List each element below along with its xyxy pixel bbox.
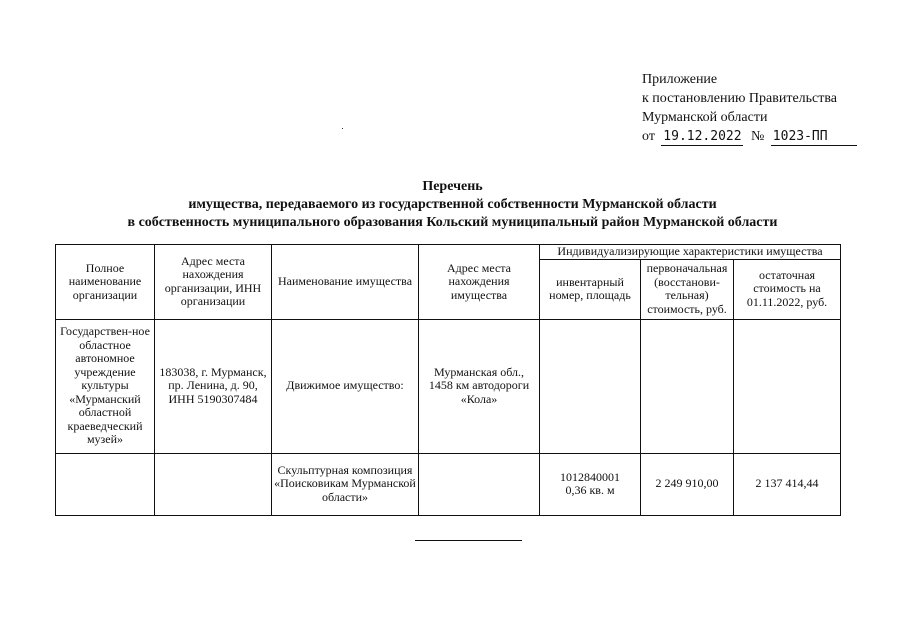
header-org-name: Полное наименование организации [56, 245, 155, 320]
cell-initial-cost: 2 249 910,00 [641, 453, 734, 515]
appendix-region: Мурманской области [642, 110, 768, 125]
cell-residual-cost [734, 319, 841, 453]
closing-rule [415, 540, 522, 541]
header-inventory: инвентарный номер, площадь [540, 259, 641, 319]
header-residual-cost: остаточная стоимость на 01.11.2022, руб. [734, 259, 841, 319]
title-line-3: в собственность муниципального образования Кольский муниципальный район Мурманской области [127, 215, 778, 230]
title-line-2: имущества, передаваемого из государственной собственности Мурманской области [188, 197, 717, 212]
cell-property-name: Скульптурная композиция «Поисковикам Мурманской области» [272, 453, 419, 515]
cell-initial-cost [641, 319, 734, 453]
title-line-1: Перечень [422, 179, 483, 194]
document-title [0, 178, 905, 232]
inventory-area: 0,36 кв. м [565, 483, 615, 497]
table-row [56, 453, 841, 515]
header-property-name: Наименование имущества [272, 245, 419, 320]
cell-inventory [540, 453, 641, 515]
property-table [55, 244, 841, 516]
resolution-date: 19.12.2022 [663, 129, 742, 144]
header-characteristics: Индивидуализирующие характеристики имущества [540, 245, 841, 260]
cell-org-address [155, 453, 272, 515]
cell-org-address: 183038, г. Мурманск, пр. Ленина, д. 90, ИНН 5190307484 [155, 319, 272, 453]
scan-speck [342, 128, 343, 129]
inventory-number: 1012840001 [560, 469, 620, 484]
cell-org-name [56, 453, 155, 515]
table-row [56, 319, 841, 453]
cell-org-name: Государствен-ное областное автономное учреждение культуры «Мурманский областной краеведческий музей» [56, 319, 155, 453]
number-prefix: № [750, 129, 765, 144]
header-org-address: Адрес места нахождения организации, ИНН организации [155, 245, 272, 320]
resolution-number: 1023-ПП [771, 129, 857, 146]
cell-property-address [419, 453, 540, 515]
date-prefix: от [642, 129, 655, 144]
appendix-block [642, 70, 882, 146]
cell-property-name: Движимое имущество: [272, 319, 419, 453]
header-property-address: Адрес места нахождения имущества [419, 245, 540, 320]
appendix-date-line [642, 127, 882, 146]
cell-inventory [540, 319, 641, 453]
cell-residual-cost: 2 137 414,44 [734, 453, 841, 515]
appendix-label: Приложение [642, 72, 718, 87]
header-initial-cost: первоначальная (восстанови-тельная) стоимость, руб. [641, 259, 734, 319]
appendix-resolution: к постановлению Правительства [642, 91, 838, 106]
cell-property-address: Мурманская обл., 1458 км автодороги «Кола» [419, 319, 540, 453]
